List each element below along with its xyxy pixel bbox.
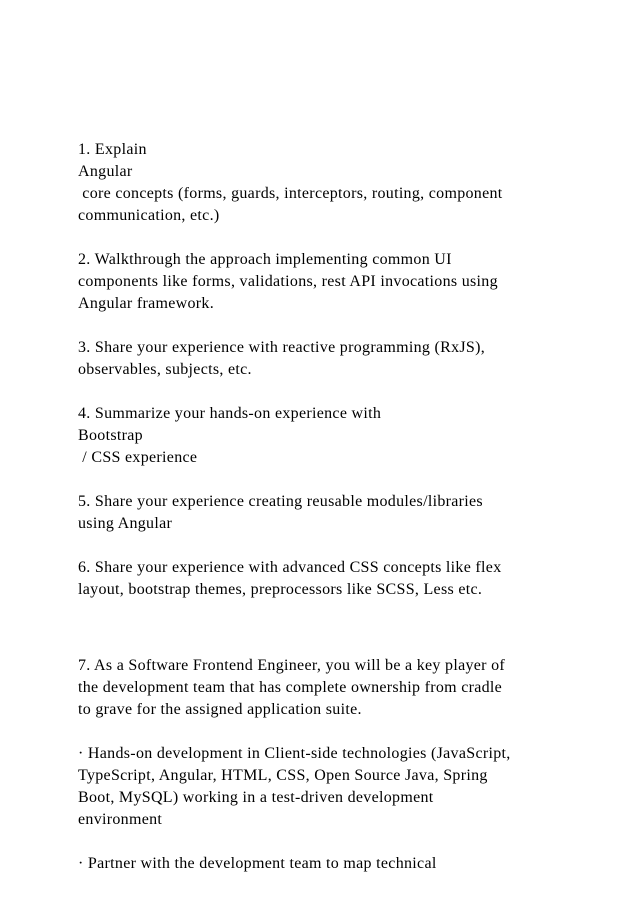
question-2-line-2: components like forms, validations, rest API invocations using: [78, 273, 498, 290]
question-3-line-2: observables, subjects, etc.: [78, 361, 252, 378]
bullet-2-line-1: · Partner with the development team to map technical: [78, 855, 437, 872]
question-1: [78, 139, 618, 227]
bullet-1-line-4: environment: [78, 811, 163, 828]
bullet-1-line-3: Boot, MySQL) working in a test-driven development: [78, 789, 434, 806]
question-5: [78, 491, 618, 535]
paragraph-gap: [78, 227, 618, 249]
question-3-line-1: 3. Share your experience with reactive programming (RxJS),: [78, 339, 486, 356]
question-2-line-1: 2. Walkthrough the approach implementing common UI: [78, 251, 452, 268]
question-5-line-2: using Angular: [78, 515, 173, 532]
question-2-line-3: Angular framework.: [78, 295, 215, 312]
question-3: [78, 337, 618, 381]
bullet-1: [78, 743, 618, 831]
paragraph-gap: [78, 601, 618, 623]
question-5-line-1: 5. Share your experience creating reusable modules/libraries: [78, 493, 483, 510]
question-1-line-1: 1. Explain: [78, 141, 147, 158]
question-7: [78, 655, 618, 721]
question-4: [78, 403, 618, 469]
bullet-1-line-1: · Hands-on development in Client-side technologies (JavaScript,: [78, 745, 511, 762]
bullet-1-line-2: TypeScript, Angular, HTML, CSS, Open Source Java, Spring: [78, 767, 488, 784]
paragraph-gap: [78, 315, 618, 337]
paragraph-gap: [78, 831, 618, 853]
paragraph-gap: [78, 721, 618, 743]
bullet-2: [78, 853, 618, 875]
question-7-line-3: to grave for the assigned application suite.: [78, 701, 362, 718]
paragraph-gap: [78, 469, 618, 491]
question-4-line-3: / CSS experience: [78, 449, 198, 466]
question-7-line-2: the development team that has complete ownership from cradle: [78, 679, 503, 696]
document-body: [78, 139, 618, 875]
question-1-line-3: core concepts (forms, guards, interceptors, routing, component: [78, 185, 503, 202]
question-6-line-2: layout, bootstrap themes, preprocessors like SCSS, Less etc.: [78, 581, 483, 598]
question-7-line-1: 7. As a Software Frontend Engineer, you will be a key player of: [78, 657, 506, 674]
question-4-line-1: 4. Summarize your hands-on experience with: [78, 405, 382, 422]
paragraph-gap: [78, 623, 618, 655]
question-1-line-4: communication, etc.): [78, 207, 220, 224]
question-6-line-1: 6. Share your experience with advanced CSS concepts like flex: [78, 559, 502, 576]
question-1-line-2: Angular: [78, 163, 133, 180]
question-2: [78, 249, 618, 315]
paragraph-gap: [78, 535, 618, 557]
paragraph-gap: [78, 381, 618, 403]
question-6: [78, 557, 618, 601]
question-4-line-2: Bootstrap: [78, 427, 143, 444]
